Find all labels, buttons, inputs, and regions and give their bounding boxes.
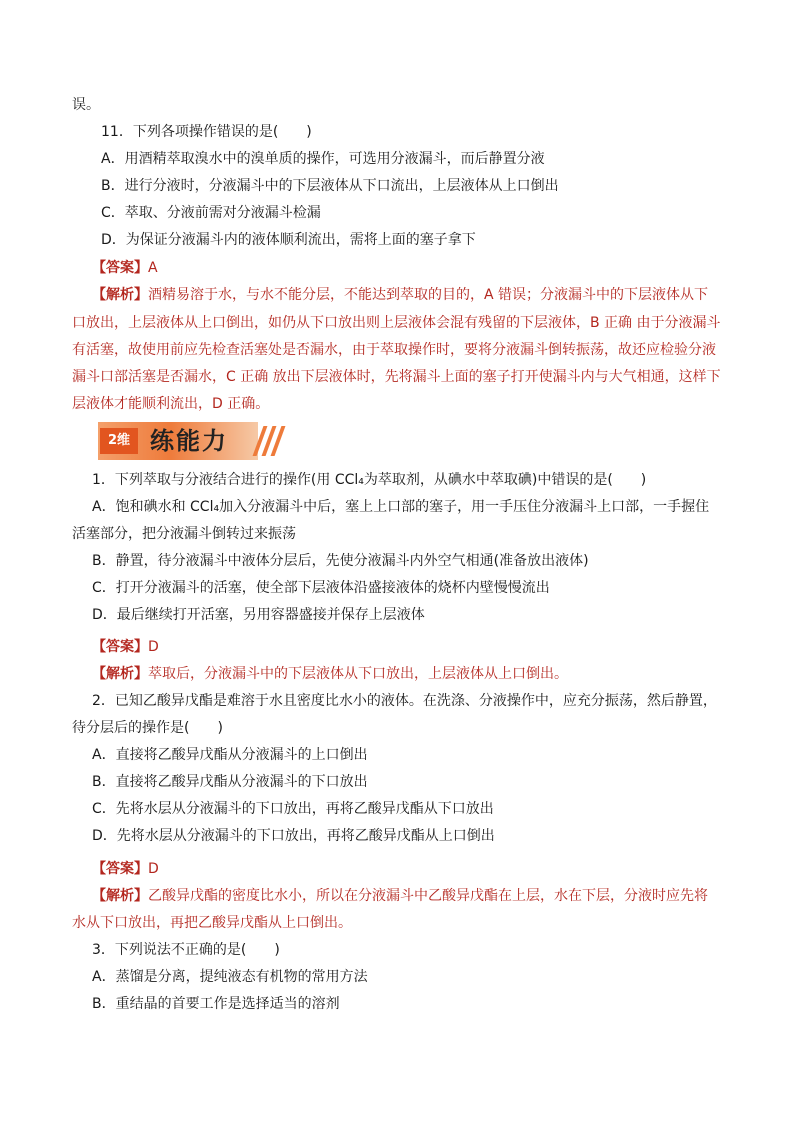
banner-stripes	[258, 426, 286, 456]
question-1-option-c: C．打开分液漏斗的活塞，使全部下层液体沿盛接液体的烧杯内壁慢慢流出	[92, 580, 550, 596]
question-2-option-d: D．先将水层从分液漏斗的下口放出，再将乙酸异戊酯从上口倒出	[92, 828, 495, 844]
question-11-stem: 11．下列各项操作错误的是( )	[101, 124, 312, 140]
analysis-tag: 【解析】	[92, 666, 148, 682]
question-2-answer	[92, 859, 752, 879]
question-1-option-a-cont: 活塞部分，把分液漏斗倒转过来振荡	[72, 526, 296, 542]
answer-tag: 【答案】	[92, 639, 148, 655]
question-1-analysis	[92, 664, 752, 684]
answer-value: D	[148, 639, 159, 655]
question-2-option-a: A．直接将乙酸异戊酯从分液漏斗的上口倒出	[92, 747, 368, 763]
question-2-analysis-line-1	[92, 886, 752, 906]
question-11-option-d: D．为保证分液漏斗内的液体顺利流出，需将上面的塞子拿下	[101, 232, 476, 248]
question-1-answer	[92, 637, 752, 657]
question-1-option-b: B．静置，待分液漏斗中液体分层后，先使分液漏斗内外空气相通(准备放出液体)	[92, 553, 589, 569]
question-2-analysis-line-2: 水从下口放出，再把乙酸异戊酯从上口倒出。	[72, 915, 352, 931]
analysis-tag: 【解析】	[92, 287, 148, 303]
question-1-option-a: A．饱和碘水和 CCl₄加入分液漏斗中后，塞上上口部的塞子，用一手压住分液漏斗上口部，一手握住	[92, 499, 710, 515]
question-1-stem: 1．下列萃取与分液结合进行的操作(用 CCl₄为萃取剂，从碘水中萃取碘)中错误的是( )	[92, 472, 647, 488]
analysis-text: 乙酸异戊酯的密度比水小，所以在分液漏斗中乙酸异戊酯在上层，水在下层，分液时应先将	[148, 888, 708, 904]
answer-tag: 【答案】	[92, 260, 148, 276]
answer-value: D	[148, 861, 159, 877]
section-tag: 2维	[100, 428, 138, 454]
question-1-option-d: D．最后继续打开活塞，另用容器盛接并保存上层液体	[92, 607, 425, 623]
analysis-text: 酒精易溶于水，与水不能分层，不能达到萃取的目的，A 错误；分液漏斗中的下层液体从下	[148, 287, 709, 303]
question-11-analysis-line-4: 漏斗口部活塞是否漏水，C 正确 放出下层液体时，先将漏斗上面的塞子打开使漏斗内与大气相通，这样下	[72, 369, 721, 385]
analysis-text: 萃取后，分液漏斗中的下层液体从下口放出，上层液体从上口倒出。	[148, 666, 568, 682]
question-11-option-b: B．进行分液时，分液漏斗中的下层液体从下口流出，上层液体从上口倒出	[101, 178, 559, 194]
answer-tag: 【答案】	[92, 861, 148, 877]
text-line: 误。	[72, 97, 100, 113]
answer-value: A	[148, 260, 158, 276]
question-3-option-a: A．蒸馏是分离，提纯液态有机物的常用方法	[92, 969, 368, 985]
question-2-stem-cont: 待分层后的操作是( )	[72, 720, 223, 736]
question-2-stem: 2．已知乙酸异戊酯是难溶于水且密度比水小的液体。在洗涤、分液操作中，应充分振荡，然后静置，	[92, 693, 717, 709]
question-11-analysis-line-2: 口放出，上层液体从上口倒出，如仍从下口放出则上层液体会混有残留的下层液体，B 正确 由于分液漏斗	[72, 315, 721, 331]
question-11-analysis-line-1	[92, 285, 752, 305]
question-3-stem: 3．下列说法不正确的是( )	[92, 942, 280, 958]
section-banner	[98, 422, 278, 460]
question-3-option-b: B．重结晶的首要工作是选择适当的溶剂	[92, 996, 340, 1012]
question-2-option-b: B．直接将乙酸异戊酯从分液漏斗的下口放出	[92, 774, 368, 790]
question-2-option-c: C．先将水层从分液漏斗的下口放出，再将乙酸异戊酯从下口放出	[92, 801, 494, 817]
analysis-tag: 【解析】	[92, 888, 148, 904]
question-11-analysis-line-5: 层液体才能顺利流出，D 正确。	[72, 396, 270, 412]
question-11-analysis-line-3: 有活塞，故使用前应先检查活塞处是否漏水，由于萃取操作时，要将分液漏斗倒转振荡，故还应检验分液	[72, 342, 716, 358]
question-11-option-c: C．萃取、分液前需对分液漏斗检漏	[101, 205, 321, 221]
question-11-option-a: A．用酒精萃取溴水中的溴单质的操作，可选用分液漏斗，而后静置分液	[101, 151, 545, 167]
question-11-answer	[92, 258, 752, 278]
section-title: 练能力	[150, 427, 228, 455]
